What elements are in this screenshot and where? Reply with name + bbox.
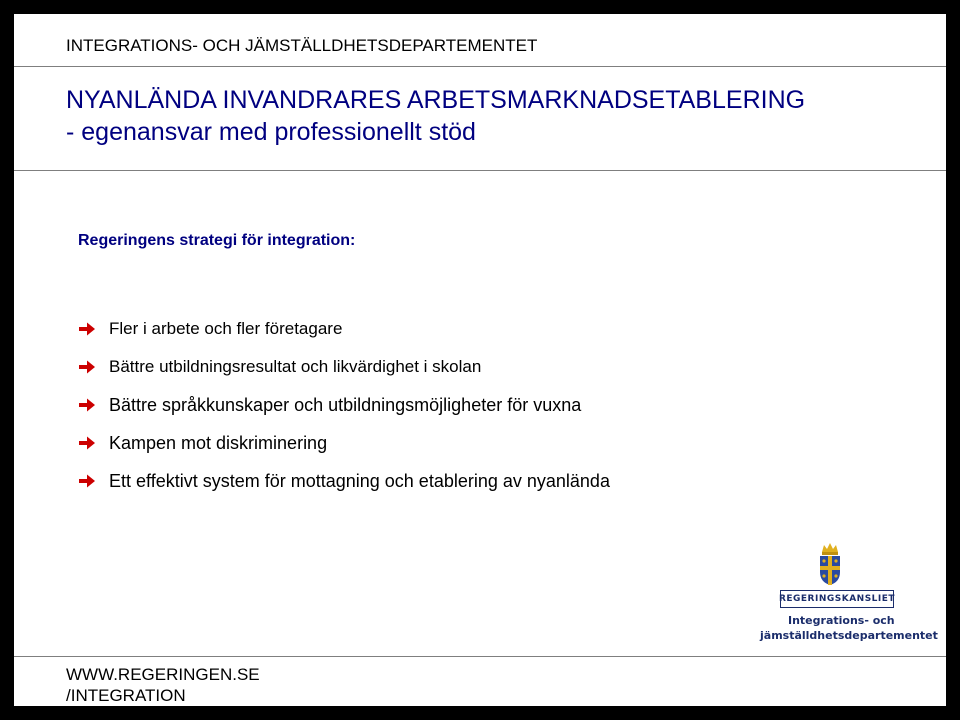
footer-divider (14, 656, 946, 657)
arrow-right-icon (78, 321, 96, 337)
logo-department-line-2: jämställdhetsdepartementet (760, 629, 938, 642)
list-item (78, 348, 610, 386)
list-item-text: Kampen mot diskriminering (109, 432, 328, 453)
regeringskansliet-logo (754, 542, 938, 644)
slide (14, 14, 946, 706)
footer-url (66, 664, 260, 706)
header-divider (14, 66, 946, 67)
arrow-right-icon (78, 359, 96, 375)
list-item-text: Fler i arbete och fler företagare (109, 319, 343, 338)
logo-agency-box (780, 590, 894, 608)
logo-department-line-1: Integrations- och (788, 614, 895, 627)
list-item-text: Ett effektivt system för mottagning och etablering av nyanlända (109, 470, 610, 491)
arrow-right-icon (78, 473, 96, 489)
strategy-heading: Regeringens strategi för integration: (78, 232, 356, 249)
list-item-text: Bättre utbildningsresultat och likvärdighet i skolan (109, 357, 482, 376)
list-item (78, 462, 610, 500)
logo-agency-name: REGERINGSKANSLIET (778, 594, 896, 604)
arrow-right-icon (78, 435, 96, 451)
footer-line-1: WWW.REGERINGEN.SE (66, 665, 260, 684)
list-item (78, 424, 610, 462)
title-line-2: - egenansvar med professionellt stöd (66, 118, 476, 146)
list-item (78, 310, 610, 348)
slide-title (66, 84, 805, 148)
title-line-1: NYANLÄNDA INVANDRARES ARBETSMARKNADSETABLERING (66, 86, 806, 114)
crown-shield-icon (816, 542, 844, 586)
list-item (78, 386, 610, 424)
department-header: INTEGRATIONS- OCH JÄMSTÄLLDHETSDEPARTEMENTET (66, 36, 538, 55)
list-item-text: Bättre språkkunskaper och utbildningsmöjligheter för vuxna (109, 394, 582, 415)
arrow-right-icon (78, 397, 96, 413)
title-divider (14, 170, 946, 171)
strategy-list (78, 310, 610, 500)
footer-line-2: /INTEGRATION (66, 686, 186, 705)
